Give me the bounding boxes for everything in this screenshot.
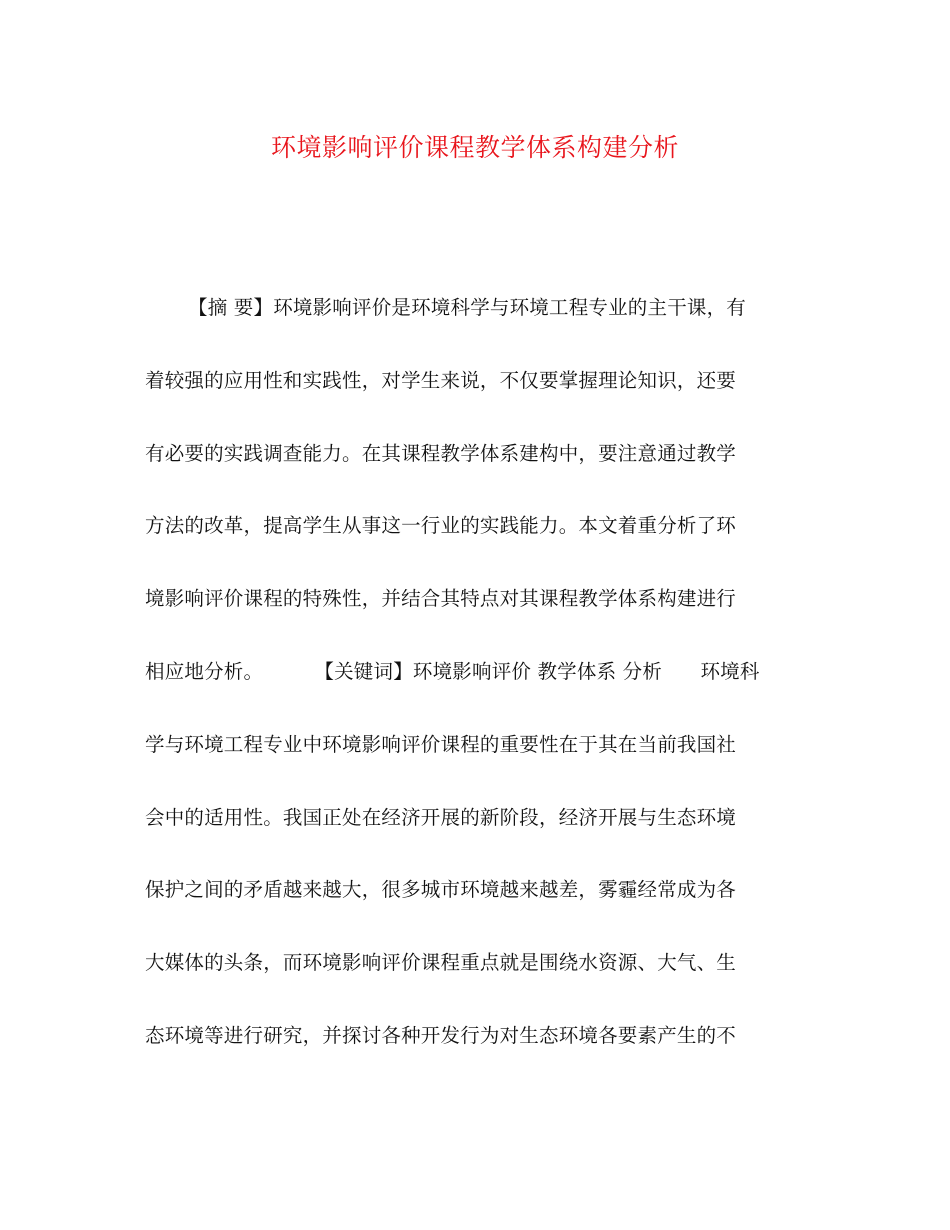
body-line: 大媒体的头条，而环境影响评价课程重点就是围绕水资源、大气、生	[145, 951, 737, 975]
body-line: 境影响评价课程的特殊性，并结合其特点对其课程教学体系构建进行	[145, 587, 737, 611]
body-line: 方法的改革，提高学生从事这一行业的实践能力。本文着重分析了环	[145, 514, 737, 538]
document-title: 环境影响评价课程教学体系构建分析	[270, 133, 679, 162]
body-line: 保护之间的矛盾越来越大，很多城市环境越来越差，雾霾经常成为各	[145, 878, 737, 902]
body-line: 有必要的实践调查能力。在其课程教学体系建构中，要注意通过教学	[145, 441, 737, 465]
body-line: 【摘 要】环境影响评价是环境科学与环境工程专业的主干课，有	[188, 296, 746, 319]
body-line: 态环境等进行研究，并探讨各种开发行为对生态环境各要素产生的不	[145, 1023, 737, 1047]
document-body	[145, 288, 815, 1089]
body-line: 会中的适用性。我国正处在经济开展的新阶段，经济开展与生态环境	[145, 805, 737, 829]
body-line: 学与环境工程专业中环境影响评价课程的重要性在于其在当前我国社	[145, 732, 737, 756]
body-line: 着较强的应用性和实践性，对学生来说，不仅要掌握理论知识，还要	[145, 368, 737, 392]
body-line: 相应地分析。 【关键词】环境影响评价 教学体系 分析 环境科	[145, 659, 760, 683]
